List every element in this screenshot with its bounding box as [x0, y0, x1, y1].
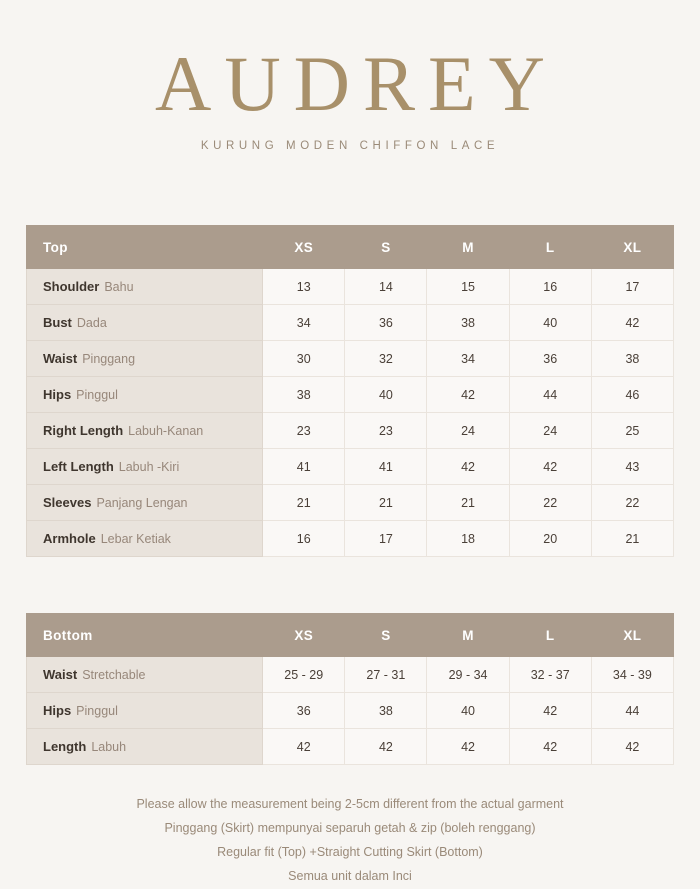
- row-label-main: Hips: [43, 387, 72, 403]
- cell-value: 42: [263, 729, 345, 765]
- cell-value: 34 - 39: [591, 657, 673, 693]
- cell-value: 23: [345, 413, 427, 449]
- row-label-main: Sleeves: [43, 495, 92, 511]
- table-row: [27, 413, 674, 449]
- column-header-l: L: [509, 226, 591, 269]
- measurement-notes: [26, 793, 674, 889]
- cell-value: 40: [345, 377, 427, 413]
- row-label: [27, 657, 263, 693]
- cell-value: 23: [263, 413, 345, 449]
- cell-value: 22: [591, 485, 673, 521]
- cell-value: 29 - 34: [427, 657, 509, 693]
- row-label-sub: Stretchable: [82, 668, 146, 683]
- cell-value: 42: [591, 305, 673, 341]
- cell-value: 21: [427, 485, 509, 521]
- cell-value: 42: [427, 377, 509, 413]
- cell-value: 14: [345, 269, 427, 305]
- row-label-sub: Labuh: [91, 740, 127, 755]
- page-title: AUDREY: [155, 40, 558, 127]
- cell-value: 40: [427, 693, 509, 729]
- cell-value: 13: [263, 269, 345, 305]
- row-label-main: Left Length: [43, 459, 114, 475]
- cell-value: 32 - 37: [509, 657, 591, 693]
- cell-value: 22: [509, 485, 591, 521]
- cell-value: 18: [427, 521, 509, 557]
- cell-value: 34: [427, 341, 509, 377]
- table-header-row: [27, 226, 674, 269]
- cell-value: 42: [509, 449, 591, 485]
- row-label: [27, 305, 263, 341]
- row-label: [27, 729, 263, 765]
- row-label-main: Right Length: [43, 423, 124, 439]
- column-header-xl: XL: [591, 614, 673, 657]
- note-line: Please allow the measurement being 2-5cm different from the actual garment: [136, 797, 564, 812]
- cell-value: 40: [509, 305, 591, 341]
- row-label-main: Length: [43, 739, 87, 755]
- row-label-main: Armhole: [43, 531, 96, 547]
- note-line: Regular fit (Top) +Straight Cutting Skirt (Bottom): [217, 844, 483, 859]
- cell-value: 44: [509, 377, 591, 413]
- cell-value: 25 - 29: [263, 657, 345, 693]
- column-header-xl: XL: [591, 226, 673, 269]
- cell-value: 42: [509, 693, 591, 729]
- column-header-m: M: [427, 226, 509, 269]
- cell-value: 43: [591, 449, 673, 485]
- cell-value: 36: [263, 693, 345, 729]
- row-label: [27, 485, 263, 521]
- cell-value: 34: [263, 305, 345, 341]
- table-row: [27, 341, 674, 377]
- cell-value: 16: [509, 269, 591, 305]
- row-label-sub: Labuh-Kanan: [128, 424, 204, 439]
- cell-value: 20: [509, 521, 591, 557]
- cell-value: 42: [427, 449, 509, 485]
- cell-value: 30: [263, 341, 345, 377]
- row-label-sub: Pinggang: [82, 352, 136, 367]
- cell-value: 32: [345, 341, 427, 377]
- row-label-sub: Pinggul: [76, 388, 118, 403]
- cell-value: 17: [591, 269, 673, 305]
- cell-value: 42: [427, 729, 509, 765]
- cell-value: 24: [427, 413, 509, 449]
- cell-value: 25: [591, 413, 673, 449]
- table-header-row: [27, 614, 674, 657]
- cell-value: 16: [263, 521, 345, 557]
- bottom-size-table: [26, 613, 674, 765]
- cell-value: 17: [345, 521, 427, 557]
- cell-value: 21: [263, 485, 345, 521]
- cell-value: 46: [591, 377, 673, 413]
- cell-value: 38: [591, 341, 673, 377]
- table-row: [27, 377, 674, 413]
- cell-value: 38: [345, 693, 427, 729]
- cell-value: 41: [263, 449, 345, 485]
- cell-value: 41: [345, 449, 427, 485]
- row-label: [27, 449, 263, 485]
- row-label-main: Bust: [43, 315, 72, 331]
- column-header-m: M: [427, 614, 509, 657]
- bottom-size-table-wrapper: [26, 613, 674, 765]
- top-size-table-wrapper: [26, 225, 674, 557]
- row-label-sub: Pinggul: [76, 704, 118, 719]
- table-row: [27, 729, 674, 765]
- cell-value: 36: [509, 341, 591, 377]
- table-row: [27, 449, 674, 485]
- row-label: [27, 341, 263, 377]
- cell-value: 38: [263, 377, 345, 413]
- column-header-s: S: [345, 614, 427, 657]
- row-label: [27, 521, 263, 557]
- cell-value: 44: [591, 693, 673, 729]
- column-header-xs: XS: [263, 614, 345, 657]
- table-divider-space: [26, 557, 674, 613]
- row-label-main: Waist: [43, 351, 78, 367]
- row-label-sub: Panjang Lengan: [96, 496, 188, 511]
- row-label-sub: Lebar Ketiak: [100, 532, 171, 547]
- table-row: [27, 657, 674, 693]
- cell-value: 24: [509, 413, 591, 449]
- cell-value: 42: [591, 729, 673, 765]
- column-header-bottom: Bottom: [27, 614, 263, 657]
- brand-header: [26, 0, 674, 152]
- column-header-top: Top: [27, 226, 263, 269]
- table-row: [27, 305, 674, 341]
- top-size-table: [26, 225, 674, 557]
- table-row: [27, 693, 674, 729]
- row-label: [27, 377, 263, 413]
- brand-subtitle: KURUNG MODEN CHIFFON LACE: [200, 140, 500, 153]
- column-header-s: S: [345, 226, 427, 269]
- table-row: [27, 485, 674, 521]
- column-header-l: L: [509, 614, 591, 657]
- note-line: Pinggang (Skirt) mempunyai separuh getah & zip (boleh renggang): [164, 821, 536, 836]
- row-label-main: Hips: [43, 703, 72, 719]
- table-row: [27, 521, 674, 557]
- cell-value: 27 - 31: [345, 657, 427, 693]
- note-line: Semua unit dalam Inci: [288, 868, 412, 883]
- cell-value: 42: [345, 729, 427, 765]
- cell-value: 21: [345, 485, 427, 521]
- row-label-sub: Bahu: [104, 280, 134, 295]
- cell-value: 38: [427, 305, 509, 341]
- cell-value: 21: [591, 521, 673, 557]
- row-label: [27, 413, 263, 449]
- row-label: [27, 269, 263, 305]
- row-label-main: Waist: [43, 667, 78, 683]
- cell-value: 36: [345, 305, 427, 341]
- table-row: [27, 269, 674, 305]
- row-label-main: Shoulder: [43, 279, 100, 295]
- row-label-sub: Dada: [76, 316, 107, 331]
- cell-value: 42: [509, 729, 591, 765]
- row-label: [27, 693, 263, 729]
- row-label-sub: Labuh -Kiri: [118, 460, 180, 475]
- column-header-xs: XS: [263, 226, 345, 269]
- cell-value: 15: [427, 269, 509, 305]
